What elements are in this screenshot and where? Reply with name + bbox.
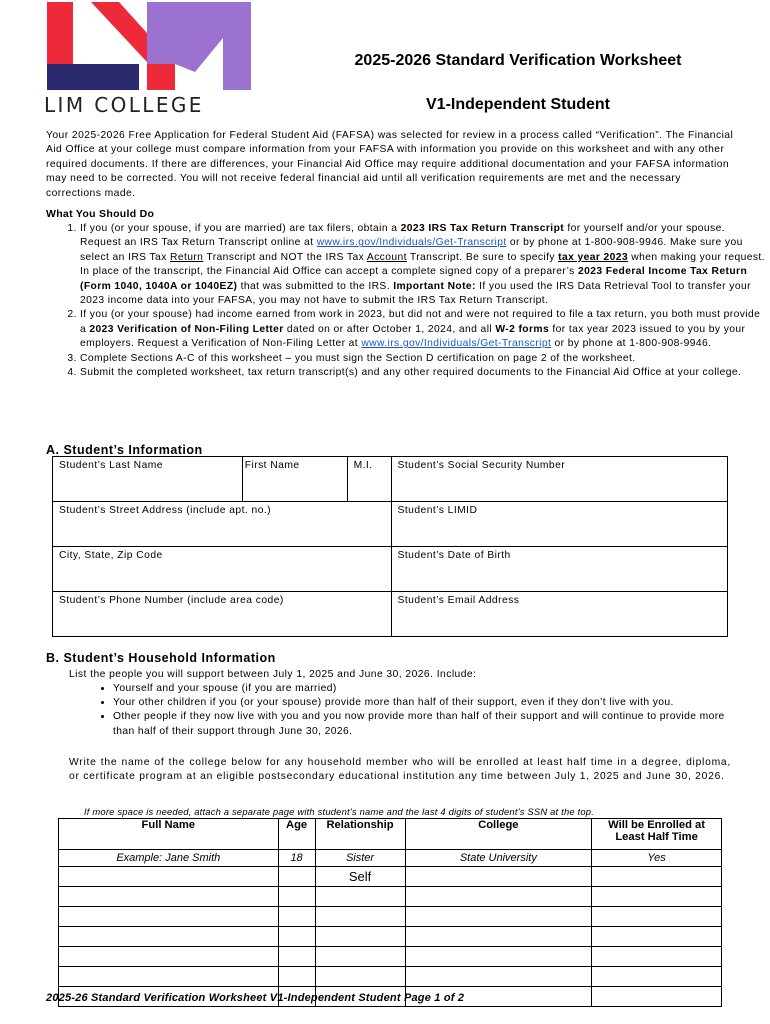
cell-input[interactable] — [592, 947, 722, 967]
cell-input[interactable] — [278, 887, 315, 907]
what-heading: What You Should Do — [46, 208, 155, 220]
page-footer: 2025-26 Standard Verification Worksheet V1-Independent Student Page 1 of 2 — [46, 992, 465, 1004]
bullet-item: • Other people if they now live with you and you now provide more than half of their support and will continue to provide more than half of their support through June 30, 2026. — [113, 710, 749, 738]
cell-input[interactable] — [592, 907, 722, 927]
space-note: If more space is needed, attach a separate page with student’s name and the last 4 digits of student’s SSN at the top. — [84, 806, 595, 817]
example-relationship: Sister — [315, 850, 405, 867]
cell-input[interactable] — [315, 907, 405, 927]
household-lead: List the people you will support between July 1, 2025 and June 30, 2026. Include: — [69, 669, 477, 680]
table-row — [59, 887, 722, 907]
first-name-field[interactable]: First Name — [242, 457, 347, 502]
logo-m-right — [175, 2, 251, 90]
cell-input[interactable] — [59, 887, 279, 907]
email-field[interactable]: Student’s Email Address — [391, 592, 727, 637]
cell-input[interactable] — [405, 867, 592, 887]
cell-input[interactable] — [315, 927, 405, 947]
table-row — [59, 927, 722, 947]
cell-input[interactable] — [592, 887, 722, 907]
cell-input[interactable] — [59, 927, 279, 947]
steps-list — [46, 222, 766, 380]
dob-field[interactable]: Student’s Date of Birth — [391, 547, 727, 592]
step-1: 1. If you (or your spouse, if you are married) are tax filers, obtain a 2023 IRS Tax Return Transcript for yourself and/or your spouse. Request an IRS Tax Return Transcript online at www.irs.gov/Individuals/Get-Transcript or by phone at 1-800-908-9946. Make sure you select an IRS Tax Return Transcript and NOT the IRS Tax Account Transcript. Be sure to specify tax year 2023 when making your request. In place of the transcript, the Financial Aid Office can accept a complete signed copy of a preparer’s 2023 Federal Income Tax Return (Form 1040, 1040A or 1040EZ) that was submitted to the IRS. Important Note: If you used the IRS Data Retrieval Tool to transfer your 2023 income data into your FAFSA, you may not have to submit the IRS Tax Return Transcript. — [80, 222, 766, 308]
col-college: College — [405, 819, 592, 850]
table-row — [59, 967, 722, 987]
section-b-heading: B. Student’s Household Information — [46, 651, 276, 665]
cell-input[interactable] — [278, 967, 315, 987]
cell-input[interactable] — [278, 927, 315, 947]
irs-nonfiling-link[interactable]: www.irs.gov/Individuals/Get-Transcript — [361, 338, 552, 350]
cell-input[interactable] — [59, 947, 279, 967]
street-address-field[interactable]: Student’s Street Address (include apt. no.) — [53, 502, 392, 547]
col-enrolled: Will be Enrolled at Least Half Time — [592, 819, 722, 850]
col-full-name: Full Name — [59, 819, 279, 850]
cell-input[interactable] — [59, 867, 279, 887]
cell-input[interactable] — [405, 907, 592, 927]
cell-input[interactable] — [592, 927, 722, 947]
cell-input[interactable] — [405, 927, 592, 947]
city-state-zip-field[interactable]: City, State, Zip Code — [53, 547, 392, 592]
limid-field[interactable]: Student’s LIMID — [391, 502, 727, 547]
table-row — [59, 907, 722, 927]
cell-input[interactable] — [405, 947, 592, 967]
phone-field[interactable]: Student’s Phone Number (include area code) — [53, 592, 392, 637]
household-table — [58, 818, 722, 1007]
cell-input[interactable] — [315, 887, 405, 907]
cell-input[interactable] — [592, 867, 722, 887]
example-age: 18 — [278, 850, 315, 867]
logo-l-base — [47, 64, 139, 90]
cell-input[interactable] — [315, 967, 405, 987]
cell-input[interactable] — [405, 887, 592, 907]
cell-input[interactable] — [278, 907, 315, 927]
table-row-example — [59, 850, 722, 867]
example-college: State University — [405, 850, 592, 867]
page-subtitle: V1-Independent Student — [426, 96, 610, 113]
college-name: LIM COLLEGE — [44, 93, 204, 117]
step-3: 3. Complete Sections A-C of this worksheet – you must sign the Section D certification on page 2 of the worksheet. — [80, 352, 766, 366]
lim-logo-mark — [45, 2, 253, 90]
page-title: 2025-2026 Standard Verification Worksheet — [354, 52, 682, 69]
example-enrolled: Yes — [592, 850, 722, 867]
bullet-item: • Your other children if you (or your spouse) provide more than half of their support, even if they don’t live with you. — [113, 696, 749, 710]
mi-field[interactable]: M.I. — [347, 457, 391, 502]
self-label: Self — [315, 867, 405, 887]
bullet-item: • Yourself and your spouse (if you are married) — [113, 682, 749, 696]
cell-input[interactable] — [592, 987, 722, 1007]
cell-input[interactable] — [592, 967, 722, 987]
col-age: Age — [278, 819, 315, 850]
intro-paragraph: Your 2025-2026 Free Application for Federal Student Aid (FAFSA) was selected for review in a process called “Verification”. The Financial Aid Office at your college must compare information from your FAFSA with information you provide on this worksheet and with any other required documents. If there are differences, your Financial Aid Office may require additional documentation and your FAFSA information may need to be corrected. You will not receive federal financial aid until all verification requirements are met and the necessary corrections made. — [46, 130, 734, 199]
logo-i — [147, 2, 175, 64]
irs-transcript-link[interactable]: www.irs.gov/Individuals/Get-Transcript — [316, 237, 507, 249]
household-header-row — [59, 819, 722, 850]
student-info-table — [52, 456, 728, 637]
cell-input[interactable] — [278, 867, 315, 887]
college-paragraph: Write the name of the college below for any household member who will be enrolled at least half time in a degree, diploma, or certificate program at an eligible postsecondary educational institution any time between July 1, 2025 and June 30, 2026. — [69, 757, 731, 783]
cell-input[interactable] — [405, 967, 592, 987]
cell-input[interactable] — [278, 947, 315, 967]
household-bullets — [91, 682, 749, 739]
col-relationship: Relationship — [315, 819, 405, 850]
cell-input[interactable] — [59, 907, 279, 927]
step-2: 2. If you (or your spouse) had income earned from work in 2023, but did not and were not required to file a tax return, you both must provide a 2023 Verification of Non-Filing Letter dated on or after October 1, 2024, and all W-2 forms for tax year 2023 issued to you by your employers. Request a Verification of Non-Filing Letter at www.irs.gov/Individuals/Get-Transcript or by phone at 1-800-908-9946. — [80, 308, 766, 351]
cell-input[interactable] — [59, 967, 279, 987]
section-a-heading: A. Student’s Information — [46, 443, 203, 457]
table-row — [59, 867, 722, 887]
last-name-field[interactable]: Student’s Last Name — [53, 457, 243, 502]
step-4: 4. Submit the completed worksheet, tax return transcript(s) and any other required documents to the Financial Aid Office at your college. — [80, 366, 766, 380]
ssn-field[interactable]: Student’s Social Security Number — [391, 457, 727, 502]
example-name: Example: Jane Smith — [59, 850, 279, 867]
cell-input[interactable] — [315, 947, 405, 967]
table-row — [59, 947, 722, 967]
